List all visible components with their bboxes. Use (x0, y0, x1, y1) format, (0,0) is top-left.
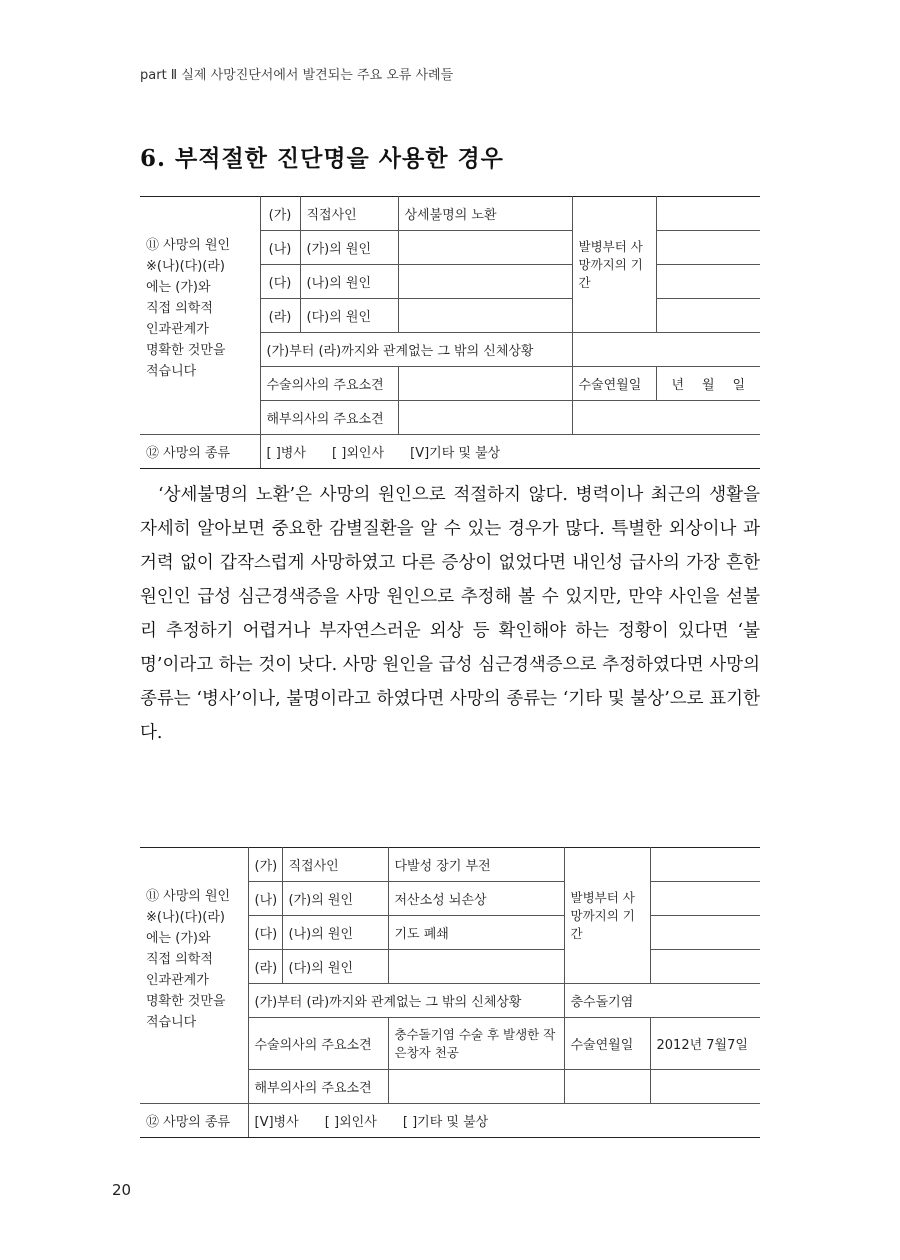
form1-cause-header: ⑪ 사망의 원인 ※(나)(다)(라) 에는 (가)와 직접 의학적 인과관계가 명확한 것만을 적습니다 (140, 197, 260, 435)
form1-onset-label: 발병부터 사망까지의 기간 (572, 197, 656, 333)
form1-row-a-value: 상세불명의 노환 (398, 197, 572, 231)
form1-row-c-value (398, 265, 572, 299)
form1-other-conditions-value (572, 333, 760, 367)
form1-row-a-label: (가) (260, 197, 300, 231)
form2-row-a-desc: 직접사인 (282, 848, 388, 882)
form2-row-c-value: 기도 폐쇄 (388, 916, 564, 950)
form1-manner-external: [ ]외인사 (332, 446, 384, 461)
form2-manner-external: [ ]외인사 (324, 1115, 377, 1130)
form1-row-b-value (398, 231, 572, 265)
form1-manner-row (140, 435, 760, 469)
form2-other-conditions-label: (가)부터 (라)까지와 관계없는 그 밖의 신체상황 (248, 984, 564, 1018)
form1-onset-a (656, 197, 760, 231)
form1-autopsy-empty (572, 401, 760, 435)
form1-surgery-date-label: 수술연월일 (572, 367, 656, 401)
form2-onset-b (650, 882, 760, 916)
form2-onset-a (650, 848, 760, 882)
page-number: 20 (112, 1181, 132, 1199)
form1-row-c-desc: (나)의 원인 (300, 265, 398, 299)
form2-manner-options (248, 1104, 760, 1138)
form1-row-a (140, 197, 760, 231)
form2-row-a-label: (가) (248, 848, 282, 882)
form2-other-conditions-value: 충수돌기염 (564, 984, 760, 1018)
form1-onset-d (656, 299, 760, 333)
form2-row-d-value (388, 950, 564, 984)
death-certificate-form-2 (140, 847, 760, 1138)
form1-manner-disease: [ ]병사 (266, 446, 306, 461)
form1-manner-options (260, 435, 760, 469)
form2-surgery-date-label: 수술연월일 (564, 1018, 650, 1070)
form1-row-d-value (398, 299, 572, 333)
form1-surgery-label: 수술의사의 주요소견 (260, 367, 398, 401)
form2-row-b-value: 저산소성 뇌손상 (388, 882, 564, 916)
form1-row-c-label: (다) (260, 265, 300, 299)
running-head: part Ⅱ 실제 사망진단서에서 발견되는 주요 오류 사례들 (140, 68, 454, 83)
form1-other-conditions-label: (가)부터 (라)까지와 관계없는 그 밖의 신체상황 (260, 333, 572, 367)
form2-surgery-label: 수술의사의 주요소견 (248, 1018, 388, 1070)
form1-row-b-label: (나) (260, 231, 300, 265)
body-paragraph: ‘상세불명의 노환’은 사망의 원인으로 적절하지 않다. 병력이나 최근의 생활을 자세히 알아보면 중요한 감별질환을 알 수 있는 경우가 많다. 특별한 외상이나 과거력 없이 갑작스럽게 사망하였고 다른 증상이 없었다면 내인성 급사의 가장 흔한 원인인 급성 심근경색증을 사망 원인으로 추정해 볼 수 있지만, 만약 사인을 섣불리 추정하기 어렵거나 부자연스러운 외상 등 확인해야 하는 정황이 있다면 ‘불명’이라고 하는 것이 낫다. 사망 원인을 급성 심근경색증으로 추정하였다면 사망의 종류는 ‘병사’이나, 불명이라고 하였다면 사망의 종류는 ‘기타 및 불상’으로 표기한다. (140, 485, 760, 743)
form2-autopsy-label: 해부의사의 주요소견 (248, 1070, 388, 1104)
form2-autopsy-empty-1 (564, 1070, 650, 1104)
form2-row-a-value: 다발성 장기 부전 (388, 848, 564, 882)
form2-onset-c (650, 916, 760, 950)
form1-autopsy-label: 해부의사의 주요소견 (260, 401, 398, 435)
form2-row-d-desc: (다)의 원인 (282, 950, 388, 984)
form1-row-b-desc: (가)의 원인 (300, 231, 398, 265)
form2-manner-other: [ ]기타 및 불상 (402, 1115, 489, 1130)
form2-manner-disease: [V]병사 (254, 1115, 299, 1130)
form2-row-d-label: (라) (248, 950, 282, 984)
form1-onset-b (656, 231, 760, 265)
form1-surgery-value (398, 367, 572, 401)
form1-manner-label: ⑫ 사망의 종류 (140, 435, 260, 469)
form1-onset-c (656, 265, 760, 299)
form1-row-d-label: (라) (260, 299, 300, 333)
form2-surgery-date-value: 2012년 7월7일 (650, 1018, 760, 1070)
form2-manner-label: ⑫ 사망의 종류 (140, 1104, 248, 1138)
form1-surgery-date-value: 년 월 일 (656, 367, 760, 401)
form2-autopsy-value (388, 1070, 564, 1104)
form2-onset-label: 발병부터 사망까지의 기간 (564, 848, 650, 984)
form2-manner-row (140, 1104, 760, 1138)
form2-row-b-label: (나) (248, 882, 282, 916)
form2-surgery-value: 충수돌기염 수술 후 발생한 작은창자 천공 (388, 1018, 564, 1070)
form1-manner-other: [V]기타 및 불상 (410, 446, 501, 461)
form2-onset-d (650, 950, 760, 984)
form2-row-a (140, 848, 760, 882)
section-title: 6. 부적절한 진단명을 사용한 경우 (140, 145, 504, 172)
form2-autopsy-empty-2 (650, 1070, 760, 1104)
form1-autopsy-value (398, 401, 572, 435)
form2-row-c-desc: (나)의 원인 (282, 916, 388, 950)
form2-cause-header: ⑪ 사망의 원인 ※(나)(다)(라) 에는 (가)와 직접 의학적 인과관계가 명확한 것만을 적습니다 (140, 848, 248, 1104)
death-certificate-form-1 (140, 196, 760, 469)
form2-row-c-label: (다) (248, 916, 282, 950)
form2-row-b-desc: (가)의 원인 (282, 882, 388, 916)
form1-row-d-desc: (다)의 원인 (300, 299, 398, 333)
form1-row-a-desc: 직접사인 (300, 197, 398, 231)
